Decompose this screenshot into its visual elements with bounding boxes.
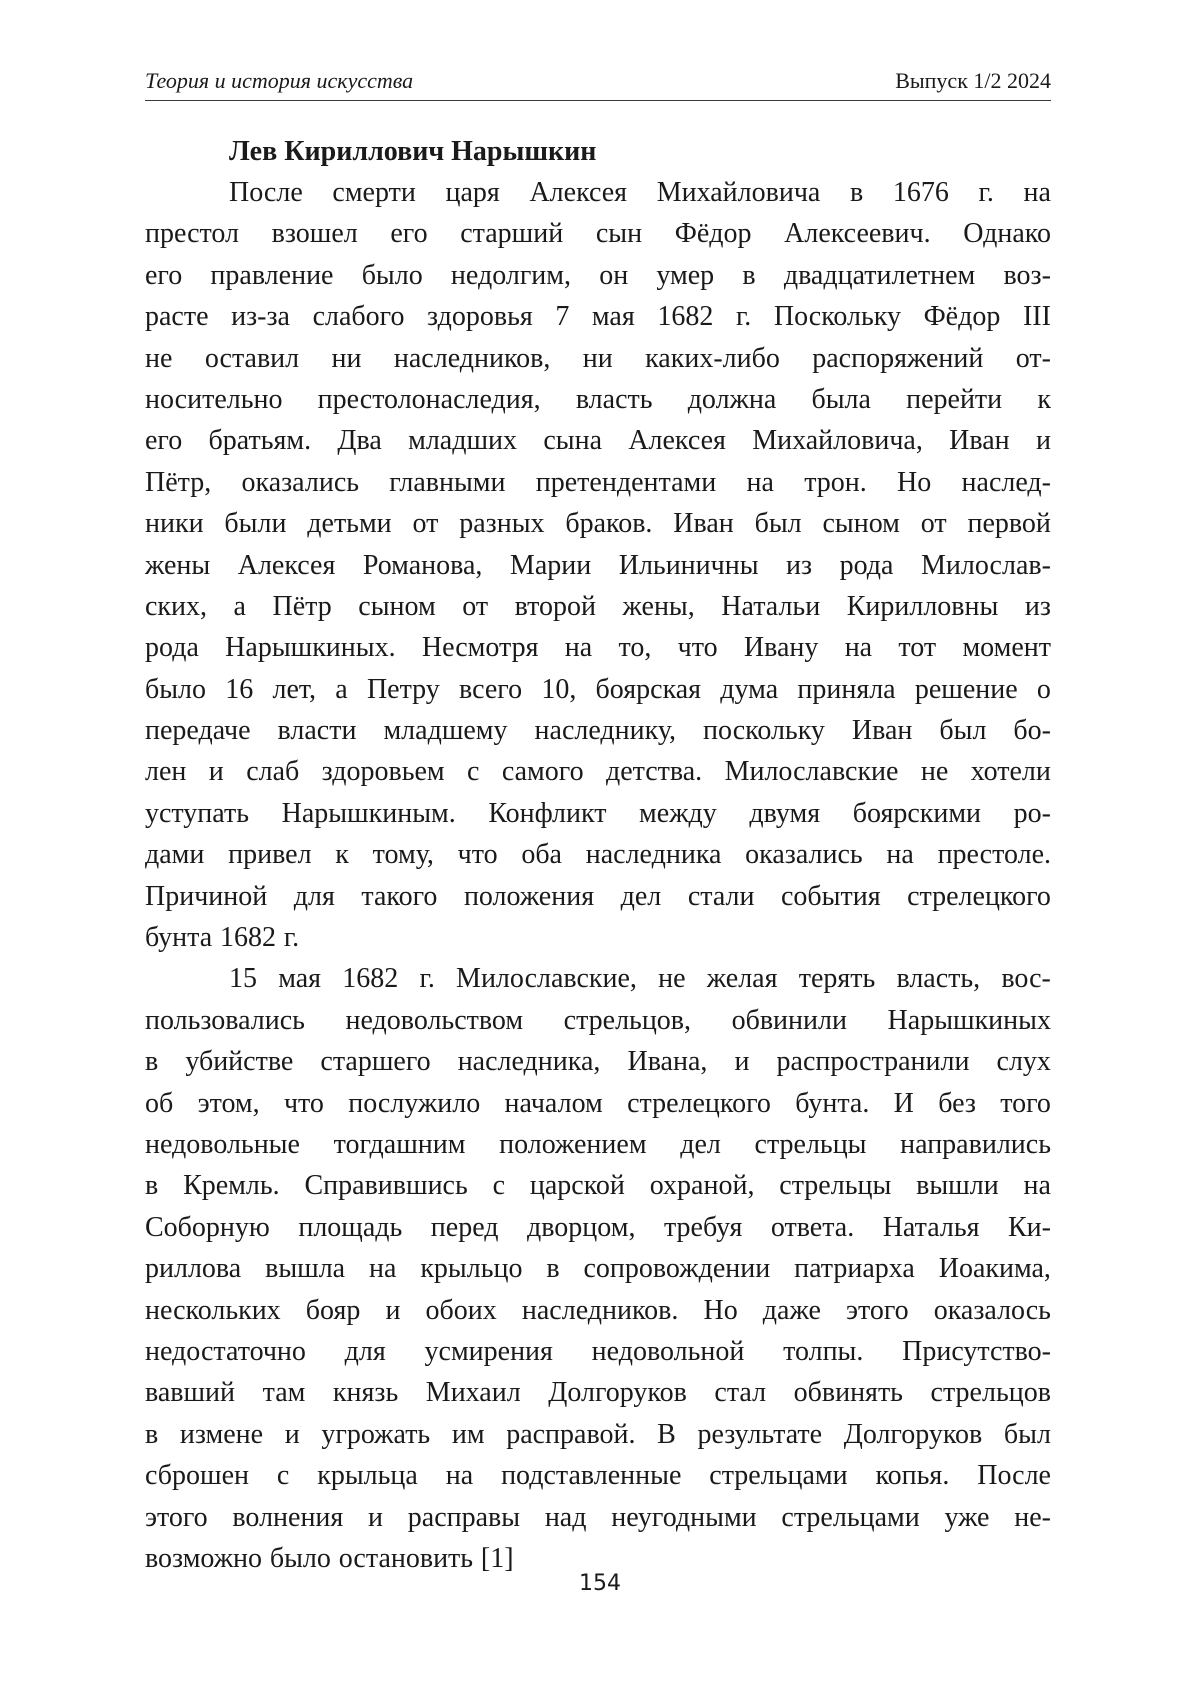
paragraph-line: в убийстве старшего наследника, Ивана, и распространили слух [145, 1041, 1051, 1082]
issue-label: Выпуск 1/2 2024 [895, 68, 1051, 94]
paragraph-line: в измене и угрожать им расправой. В результате Долгоруков был [145, 1414, 1051, 1455]
paragraph-line: После смерти царя Алексея Михайловича в 1676 г. на [145, 172, 1051, 213]
paragraph-line: передаче власти младшему наследнику, поскольку Иван был бо- [145, 710, 1051, 751]
paragraph-line: нескольких бояр и обоих наследников. Но даже этого оказалось [145, 1290, 1051, 1331]
paragraph-line: Соборную площадь перед дворцом, требуя ответа. Наталья Ки- [145, 1207, 1051, 1248]
paragraph-line: 15 мая 1682 г. Милославские, не желая терять власть, вос- [145, 958, 1051, 999]
paragraph-line: жены Алексея Романова, Марии Ильиничны из рода Милослав- [145, 545, 1051, 586]
paragraph-line: недостаточно для усмирения недовольной толпы. Присутство- [145, 1331, 1051, 1372]
running-header [145, 66, 1051, 101]
page-number: 154 [0, 1571, 1200, 1596]
paragraph-line: возможно было остановить [1] [145, 1538, 1051, 1579]
paragraph-line: уступать Нарышкиным. Конфликт между двумя боярскими ро- [145, 793, 1051, 834]
paragraph-line: ских, а Пётр сыном от второй жены, Натальи Кирилловны из [145, 586, 1051, 627]
paragraph-line: не оставил ни наследников, ни каких-либо распоряжений от- [145, 338, 1051, 379]
paragraph-line: лен и слаб здоровьем с самого детства. Милославские не хотели [145, 751, 1051, 792]
paragraph-line: было 16 лет, а Петру всего 10, боярская дума приняла решение о [145, 669, 1051, 710]
paragraph-line: ники были детьми от разных браков. Иван был сыном от первой [145, 503, 1051, 544]
paragraph-line: вавший там князь Михаил Долгоруков стал обвинять стрельцов [145, 1372, 1051, 1413]
paragraph-line: его правление было недолгим, он умер в двадцатилетнем воз- [145, 255, 1051, 296]
paragraph-line: риллова вышла на крыльцо в сопровождении патриарха Иоакима, [145, 1248, 1051, 1289]
paragraph-line: в Кремль. Справившись с царской охраной, стрельцы вышли на [145, 1165, 1051, 1206]
paragraph-line: этого волнения и расправы над неугодными стрельцами уже не- [145, 1497, 1051, 1538]
paragraph-line: об этом, что послужило началом стрелецкого бунта. И без того [145, 1083, 1051, 1124]
paragraph-line: пользовались недовольством стрельцов, обвинили Нарышкиных [145, 1000, 1051, 1041]
paragraph-line: престол взошел его старший сын Фёдор Алексеевич. Однако [145, 213, 1051, 254]
paragraph-line: носительно престолонаследия, власть должна была перейти к [145, 379, 1051, 420]
paragraph-line: Пётр, оказались главными претендентами на трон. Но наслед- [145, 462, 1051, 503]
paragraph-line: бунта 1682 г. [145, 917, 1051, 958]
paragraph-line: расте из-за слабого здоровья 7 мая 1682 г. Поскольку Фёдор III [145, 296, 1051, 337]
article-body [145, 172, 1051, 1579]
paragraph-line: недовольные тогдашним положением дел стрельцы направились [145, 1124, 1051, 1165]
journal-title: Теория и история искусства [145, 68, 413, 94]
paragraph-line: дами привел к тому, что оба наследника оказались на престоле. [145, 834, 1051, 875]
paragraph-line: Причиной для такого положения дел стали события стрелецкого [145, 876, 1051, 917]
paragraph-line: рода Нарышкиных. Несмотря на то, что Ивану на тот момент [145, 627, 1051, 668]
section-heading: Лев Кириллович Нарышкин [229, 132, 596, 172]
paragraph-line: его братьям. Два младших сына Алексея Михайловича, Иван и [145, 420, 1051, 461]
paragraph-line: сброшен с крыльца на подставленные стрельцами копья. После [145, 1455, 1051, 1496]
